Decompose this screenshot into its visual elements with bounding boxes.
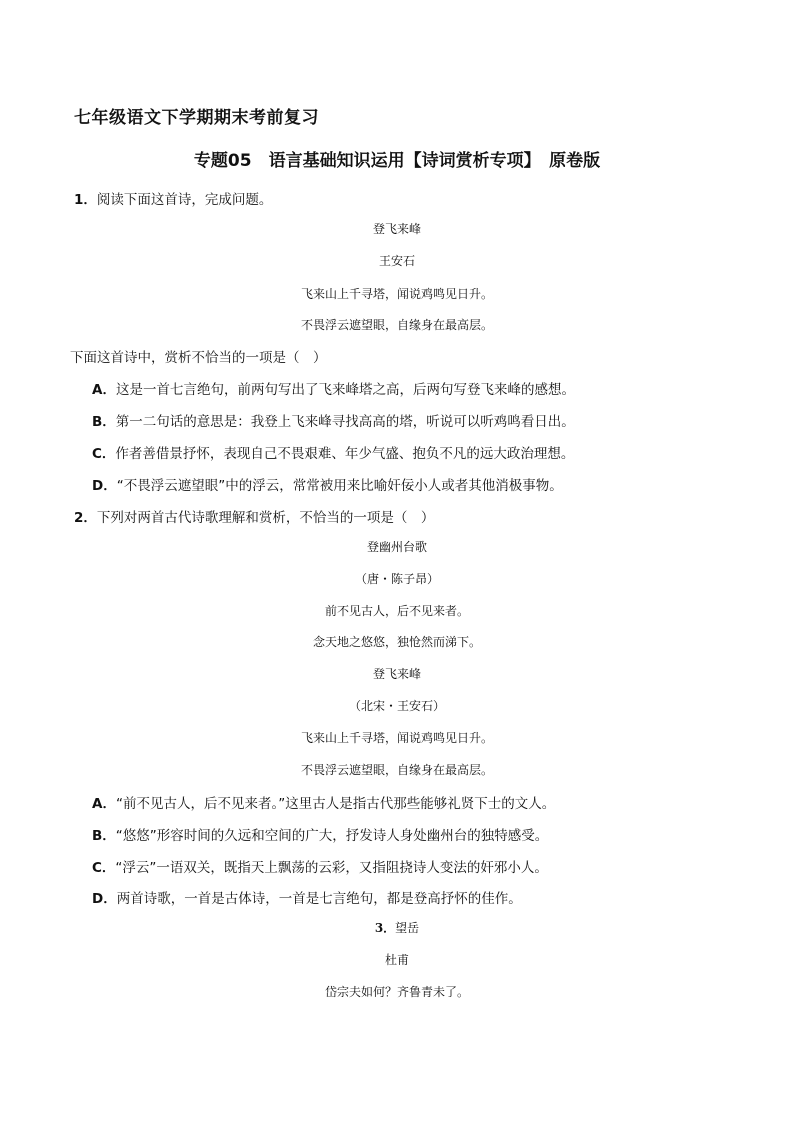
question-text: 下列对两首古代诗歌理解和赏析，不恰当的一项是（ ） (96, 510, 435, 526)
question-1-option-a (92, 378, 575, 398)
option-label: B． (92, 414, 116, 430)
question-2-option-d (92, 887, 522, 907)
option-text: 两首诗歌，一首是古体诗，一首是七言绝句，都是登高抒怀的佳作。 (116, 891, 522, 907)
poem-author: 王安石 (378, 254, 415, 268)
poem-line: 岱宗夫如何？齐鲁青未了。 (324, 985, 469, 999)
option-label: C． (92, 446, 116, 462)
document-title: 专题05 语言基础知识运用【诗词赏析专项】 原卷版 (193, 151, 601, 171)
option-text: “前不见古人，后不见来者。”这里古人是指古代那些能够礼贤下士的文人。 (115, 796, 556, 812)
question-number: 3． (374, 921, 396, 935)
option-label: D． (92, 478, 117, 494)
question-text: 阅读下面这首诗，完成问题。 (96, 192, 273, 208)
poem-line: 飞来山上千寻塔，闻说鸡鸣见日升。 (300, 731, 493, 745)
question-2-prompt (74, 506, 434, 526)
poem-title: 登幽州台歌 (366, 540, 427, 554)
option-label: A． (92, 382, 116, 398)
question-1-prompt (74, 188, 272, 208)
question-2-option-b (92, 824, 548, 844)
question-number: 2． (74, 510, 97, 526)
poem-line: 念天地之悠悠，独怆然而涕下。 (312, 635, 481, 649)
question-1-option-c (92, 442, 574, 462)
poem-line: 不畏浮云遮望眼，自缘身在最高层。 (300, 318, 493, 332)
option-label: B． (92, 828, 116, 844)
poem-author: （北宋・王安石） (348, 699, 445, 713)
question-1-stem: 下面这首诗中，赏析不恰当的一项是（ ） (70, 350, 327, 366)
option-text: 这是一首七言绝句，前两句写出了飞来峰塔之高，后两句写登飞来峰的感想。 (115, 382, 575, 398)
option-text: “不畏浮云遮望眼”中的浮云，常常被用来比喻奸佞小人或者其他消极事物。 (116, 478, 563, 494)
question-2-option-c (92, 856, 548, 876)
poem-line: 飞来山上千寻塔，闻说鸡鸣见日升。 (300, 287, 493, 301)
poem-line: 前不见古人，后不见来者。 (324, 604, 469, 618)
option-text: 第一二句话的意思是：我登上飞来峰寻找高高的塔，听说可以听鸡鸣看日出。 (115, 414, 575, 430)
option-text: 作者善借景抒怀，表现自己不畏艰难、年少气盛、抱负不凡的远大政治理想。 (115, 446, 575, 462)
question-number: 1． (74, 192, 97, 208)
question-3-poem-title (0, 919, 794, 936)
poem-author: 杜甫 (384, 953, 409, 967)
poem-title: 登飞来峰 (372, 667, 421, 681)
poem-title: 登飞来峰 (372, 222, 421, 236)
question-1-option-d (92, 474, 563, 494)
question-2-option-a (92, 792, 555, 812)
poem-title: 望岳 (395, 921, 420, 935)
question-1-option-b (92, 410, 575, 430)
option-text: “悠悠”形容时间的久远和空间的广大，抒发诗人身处幽州台的独特感受。 (115, 828, 549, 844)
option-text: “浮云”一语双关，既指天上飘荡的云彩，又指阻挠诗人变法的奸邪小人。 (115, 860, 548, 876)
poem-line: 不畏浮云遮望眼，自缘身在最高层。 (300, 763, 493, 777)
option-label: A． (92, 796, 116, 812)
poem-author: （唐・陈子昂） (354, 572, 439, 586)
option-label: C． (92, 860, 116, 876)
option-label: D． (92, 891, 117, 907)
document-header: 七年级语文下学期期末考前复习 (74, 108, 319, 128)
